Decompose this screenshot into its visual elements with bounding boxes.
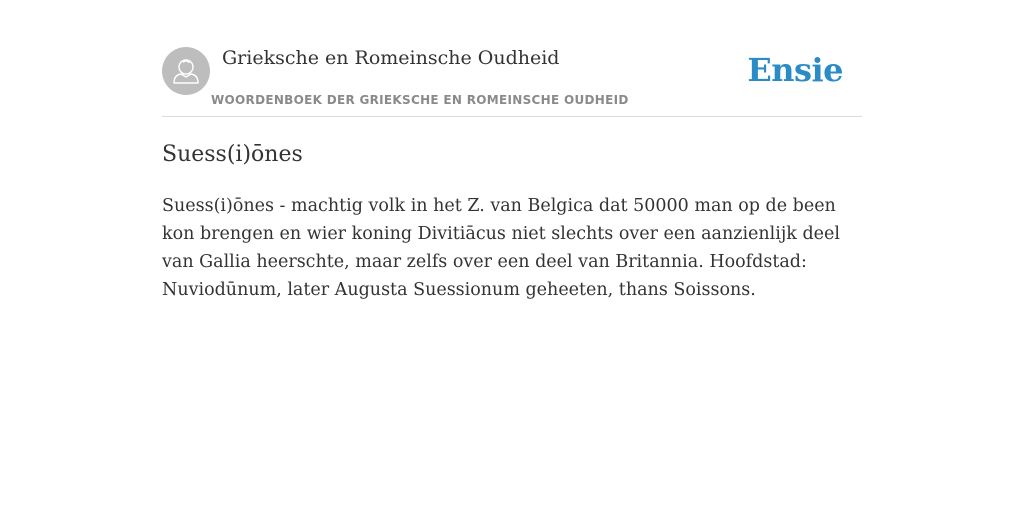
source-title[interactable]: Grieksche en Romeinsche Oudheid [222,47,560,69]
user-icon [162,47,210,95]
entry-title: Suess(i)ōnes [162,142,303,167]
brand-logo[interactable]: Ensie [747,51,843,89]
entry-body: Suess(i)ōnes - machtig volk in het Z. van Belgica dat 50000 man op de been kon brengen en wier koning Divitiācus niet slechts over een aanzienlijk deel van Gallia heerschte, maar zelfs over een deel van Britannia. Hoofdstad: Nuviodūnum, later Augusta Suessionum geheeten, thans Soissons. [162,196,840,300]
source-header [162,46,862,117]
source-subtitle: WOORDENBOEK DER GRIEKSCHE EN ROMEINSCHE OUDHEID [211,93,629,107]
source-avatar[interactable] [162,47,210,95]
